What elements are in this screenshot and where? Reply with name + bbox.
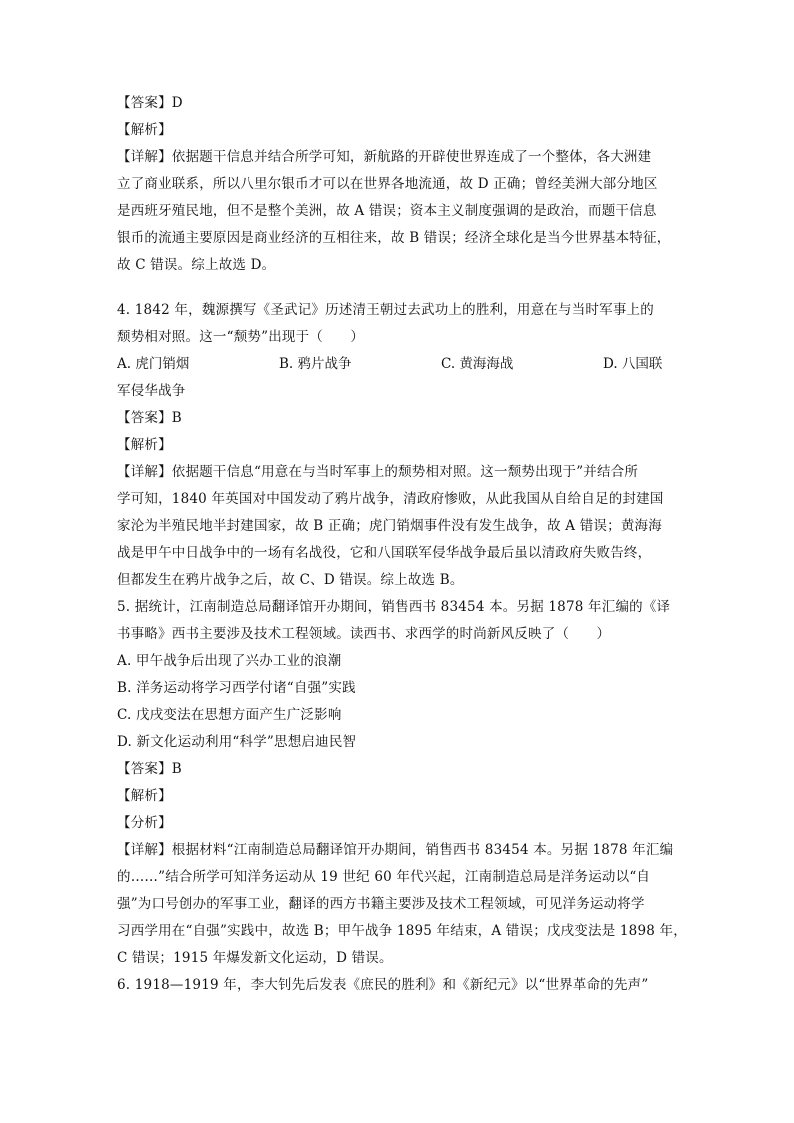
q3-detail-line: 银币的流通主要原因是商业经济的互相往来，故 B 错误；经济全球化是当今世界基本特征， (117, 230, 671, 246)
q5-answer: 【答案】B (117, 761, 182, 777)
q5-detail-line: 【详解】根据材料“江南制造总局翻译馆开办期间，销售西书 83454 本。另据 1878 年汇编 (117, 842, 674, 858)
q4-detail-line: 但都发生在鸦片战争之后，故 C、D 错误。综上故选 B。 (117, 572, 464, 588)
q3-detail-line: 立了商业联系，所以八里尔银币才可以在世界各地流通，故 D 正确；曾经美洲大部分地区 (117, 176, 658, 192)
q3-analysis-label: 【解析】 (117, 122, 172, 138)
q3-detail-line: 【详解】依据题干信息并结合所学可知，新航路的开辟使世界连成了一个整体，各大洲建 (117, 149, 652, 165)
q3-detail-line: 故 C 错误。综上故选 D。 (117, 257, 276, 273)
document-page (117, 90, 687, 999)
q4-option-d: D. 八国联 (603, 356, 663, 372)
q5-stem-line: 书事略》西书主要涉及技术工程领域。读西书、求西学的时尚新风反映了（ ） (117, 626, 611, 642)
q4-detail-line: 学可知，1840 年英国对中国发动了鸦片战争，清政府惨败，从此我国从自给自足的封建国 (117, 491, 664, 507)
q5-stem-line: 5. 据统计，江南制造总局翻译馆开办期间，销售西书 83454 本。另据 1878 年汇编的《译 (117, 599, 671, 615)
q5-detail-line: 习西学用在“自强”实践中，故选 B；甲午战争 1895 年结束，A 错误；戊戌变法是 1898 年， (117, 923, 687, 939)
q5-detail-line: C 错误；1915 年爆发新文化运动，D 错误。 (117, 950, 393, 966)
q5-detail-line: 的……”结合所学可知洋务运动从 19 世纪 60 年代兴起，江南制造总局是洋务运动以“自 (117, 869, 651, 885)
q4-detail-line: 家沦为半殖民地半封建国家，故 B 正确；虎门销烟事件没有发生战争，故 A 错误；黄海海 (117, 518, 662, 534)
q5-option-b: B. 洋务运动将学习西学付诸“自强”实践 (117, 680, 356, 696)
q4-options (117, 351, 677, 378)
q5-detail-line: 强”为口号创办的军事工业，翻译的西方书籍主要涉及技术工程领域，可见洋务运动将学 (117, 896, 645, 912)
q4-stem-line: 4. 1842 年，魏源撰写《圣武记》历述清王朝过去武功上的胜利，用意在与当时军事上的 (117, 302, 654, 318)
q4-detail-line: 【详解】依据题干信息“用意在与当时军事上的颓势相对照。这一颓势出现于”并结合所 (117, 464, 639, 480)
q4-option-b: B. 鸦片战争 (279, 356, 352, 372)
q5-option-d: D. 新文化运动利用“科学”思想启迪民智 (117, 734, 357, 750)
q5-option-c: C. 戊戌变法在思想方面产生广泛影响 (117, 707, 342, 723)
q3-answer: 【答案】D (117, 95, 183, 111)
q5-option-a: A. 甲午战争后出现了兴办工业的浪潮 (117, 653, 342, 669)
q5-analysis-label: 【解析】 (117, 788, 172, 804)
q4-stem-line: 颓势相对照。这一“颓势”出现于（ ） (117, 329, 365, 345)
q4-option-a: A. 虎门销烟 (117, 356, 190, 372)
q4-answer: 【答案】B (117, 410, 182, 426)
q4-option-c: C. 黄海海战 (441, 356, 514, 372)
q4-analysis-label: 【解析】 (117, 437, 172, 453)
q4-detail-line: 战是甲午中日战争中的一场有名战役，它和八国联军侵华战争最后虽以清政府失败告终， (117, 545, 652, 561)
q6-stem-line: 6. 1918—1919 年，李大钊先后发表《庶民的胜利》和《新纪元》以“世界革命的先声” (117, 977, 649, 993)
section-gap (117, 279, 677, 297)
q3-detail-line: 是西班牙殖民地，但不是整个美洲，故 A 错误；资本主义制度强调的是政治，而题干信息 (117, 203, 657, 219)
q4-option-d-wrap: 军侵华战争 (117, 383, 186, 399)
q5-fenxi-label: 【分析】 (117, 815, 172, 831)
